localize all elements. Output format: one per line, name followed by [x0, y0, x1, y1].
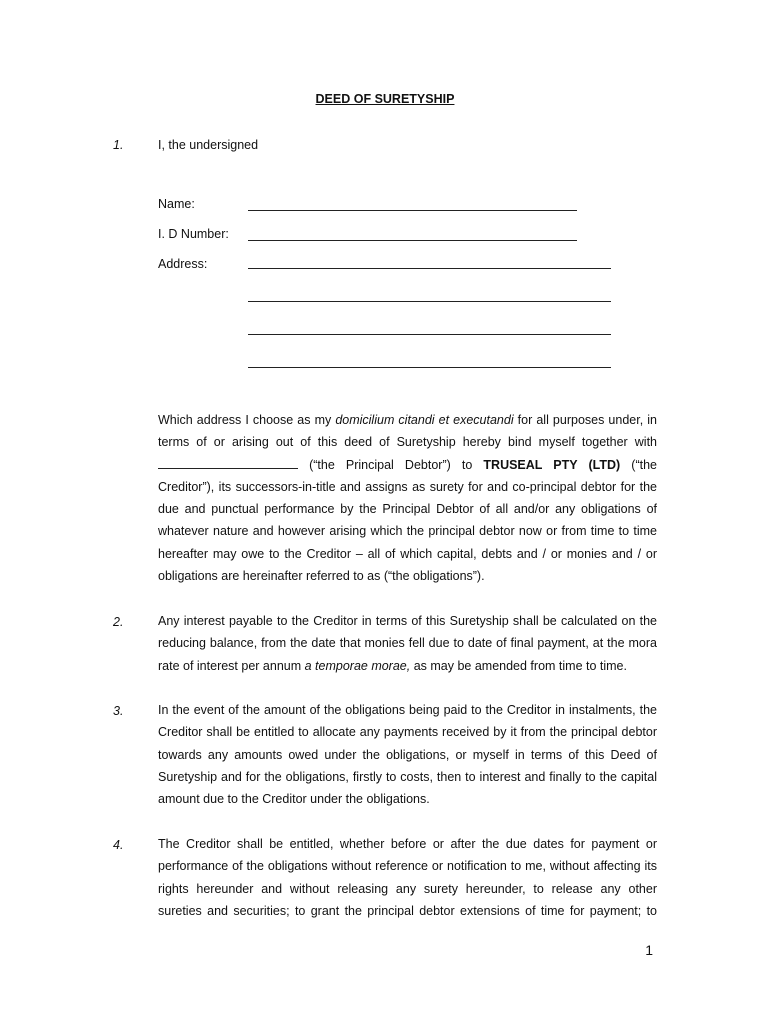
clause-1-number: 1. [113, 138, 124, 152]
name-field-line[interactable] [248, 210, 577, 211]
clause-2-line: reducing balance, from the date that monies fell due to date of final payment, at the mora [158, 636, 657, 651]
clause-4-paragraph [158, 833, 657, 922]
clause-3-line: In the event of the amount of the obligations being paid to the Creditor in instalments, the [158, 703, 657, 717]
clause-3-number: 3. [113, 704, 124, 718]
clause-2-number: 2. [113, 615, 124, 629]
clause-4-line: The Creditor shall be entitled, whether before or after the due dates for payment or [158, 837, 657, 851]
address-line-4[interactable] [248, 367, 611, 368]
clause-1-line: Creditor”), its successors-in-title and assigns as surety for and co-principal debtor for the [158, 479, 657, 494]
creditor-name: TRUSEAL PTY (LTD) [483, 457, 621, 472]
temporae-morae-term: a temporae morae, [304, 658, 411, 673]
clause-2-line: rate of interest per annum a temporae morae, as may be amended from time to time. [158, 658, 627, 673]
clause-2-line: Any interest payable to the Creditor in terms of this Suretyship shall be calculated on the [158, 614, 657, 628]
clause-1-line: Which address I choose as my domicilium citandi et executandi for all purposes under, in [158, 413, 657, 427]
address-line-3[interactable] [248, 334, 611, 335]
name-label: Name: [158, 197, 195, 211]
clause-1-intro: I, the undersigned [158, 138, 259, 152]
clause-3-line: towards any amounts owed under the obligations, or myself in terms of this Deed of [158, 747, 657, 762]
clause-3-line: amount due to the Creditor under the obligations. [158, 792, 430, 807]
clause-3-line: Suretyship and for the obligations, firstly to costs, then to interest and finally to the capital [158, 769, 657, 784]
clause-1-line: (“the Principal Debtor”) to TRUSEAL PTY (LTD) (“the [158, 454, 657, 476]
principal-debtor-blank[interactable] [158, 456, 298, 469]
clause-1-line: due and punctual performance by the Principal Debtor of all and/or any obligations of [158, 502, 657, 517]
address-line-1[interactable] [248, 268, 611, 269]
clause-2-paragraph [158, 610, 657, 677]
id-number-field-line[interactable] [248, 240, 577, 241]
address-label: Address: [158, 257, 208, 271]
clause-3-line: Creditor shall be entitled to allocate any payments received by it from the principal debtor [158, 725, 657, 740]
id-number-label: I. D Number: [158, 227, 229, 241]
clause-1-paragraph [158, 409, 657, 587]
document-title: DEED OF SURETYSHIP [315, 92, 455, 106]
clause-4-line: sureties and securities; to grant the principal debtor extensions of time for payment; to [158, 903, 657, 918]
clause-4-number: 4. [113, 838, 124, 852]
clause-1-line: obligations are hereinafter referred to as (“the obligations”). [158, 569, 485, 584]
clause-3-paragraph [158, 699, 657, 810]
clause-1-line: whatever nature and however arising which the principal debtor now or from time to time [158, 524, 657, 539]
address-line-2[interactable] [248, 301, 611, 302]
clause-4-line: rights hereunder and without releasing any surety hereunder, to release any other [158, 881, 657, 896]
domicilium-term: domicilium citandi et executandi [335, 413, 514, 427]
clause-1-line: hereafter may owe to the Creditor – all of which capital, debts and / or monies and / or [158, 546, 657, 561]
clause-1-line: terms of or arising out of this deed of Suretyship hereby bind myself together with [158, 435, 657, 450]
page-number: 1 [645, 942, 653, 958]
clause-4-line: performance of the obligations without reference or notification to me, without affecting its [158, 859, 657, 874]
